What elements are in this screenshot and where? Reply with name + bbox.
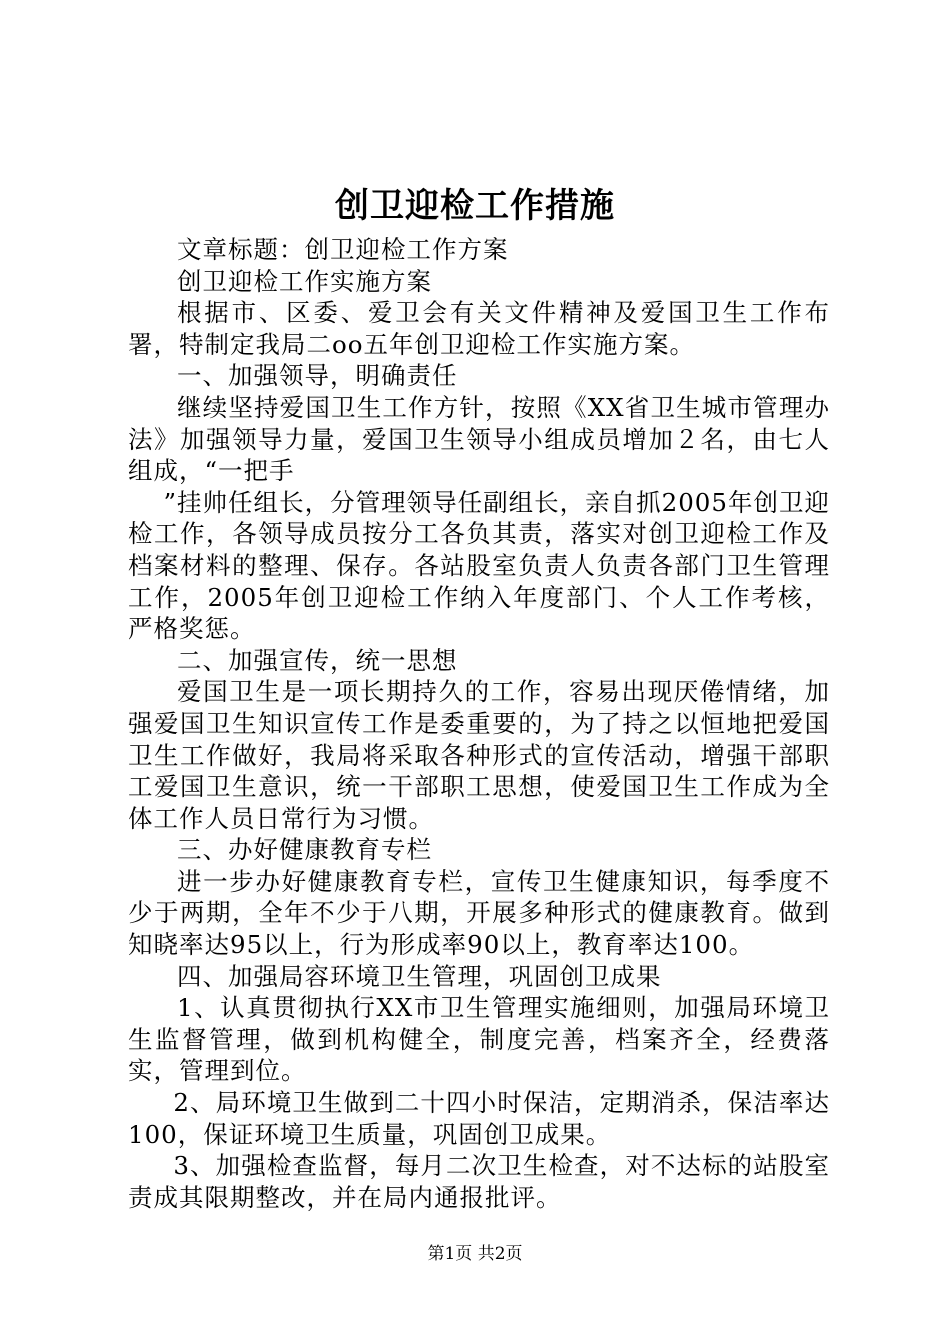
section-4-item-1: 1、认真贯彻执行XX市卫生管理实施细则，加强局环境卫生监督管理，做到机构健全，制度完善，档案齐全，经费落实，管理到位。 bbox=[128, 993, 830, 1086]
section-heading-2: 二、加强宣传，统一思想 bbox=[177, 645, 458, 675]
intro-paragraph: 根据市、区委、爱卫会有关文件精神及爱国卫生工作布署，特制定我局二oo五年创卫迎检工作实施方案。 bbox=[128, 298, 830, 359]
section-3-paragraph: 进一步办好健康教育专栏，宣传卫生健康知识，每季度不少于两期，全年不少于八期，开展多种形式的健康教育。做到知晓率达95以上，行为形成率90以上，教育率达100。 bbox=[128, 866, 830, 960]
section-4-item-2: 2、局环境卫生做到二十四小时保洁，定期消杀，保洁率达100，保证环境卫生质量，巩固创卫成果。 bbox=[128, 1088, 830, 1149]
document-title: 创卫迎检工作措施 bbox=[335, 186, 615, 226]
section-1-paragraph-1: 继续坚持爱国卫生工作方针，按照《XX省卫生城市管理办法》加强领导力量，爱国卫生领导小组成员增加２名，由七人组成，“一把手 bbox=[128, 392, 830, 486]
page-footer: 第1页 共2页 bbox=[427, 1244, 523, 1264]
document-body bbox=[128, 234, 830, 1213]
section-heading-3: 三、办好健康教育专栏 bbox=[177, 835, 432, 865]
plan-subtitle: 创卫迎检工作实施方案 bbox=[177, 266, 432, 296]
section-4-item-3: 3、加强检查监督，每月二次卫生检查，对不达标的站股室责成其限期整改，并在局内通报批评。 bbox=[128, 1151, 830, 1212]
section-1-paragraph-2: ”挂帅任组长，分管理领导任副组长，亲自抓2005年创卫迎检工作，各领导成员按分工各负其责，落实对创卫迎检工作及档案材料的整理、保存。各站股室负责人负责各部门卫生管理工作，2005年创卫迎检工作纳入年度部门、个人工作考核，严格奖惩。 bbox=[128, 487, 830, 644]
article-title-line: 文章标题：创卫迎检工作方案 bbox=[177, 235, 509, 264]
section-heading-1: 一、加强领导，明确责任 bbox=[177, 361, 458, 391]
section-2-paragraph: 爱国卫生是一项长期持久的工作，容易出现厌倦情绪，加强爱国卫生知识宣传工作是委重要的，为了持之以恒地把爱国卫生工作做好，我局将采取各种形式的宣传活动，增强干部职工爱国卫生意识，统一干部职工思想，使爱国卫生工作成为全体工作人员日常行为习惯。 bbox=[128, 677, 830, 833]
section-heading-4: 四、加强局容环境卫生管理，巩固创卫成果 bbox=[177, 961, 662, 991]
